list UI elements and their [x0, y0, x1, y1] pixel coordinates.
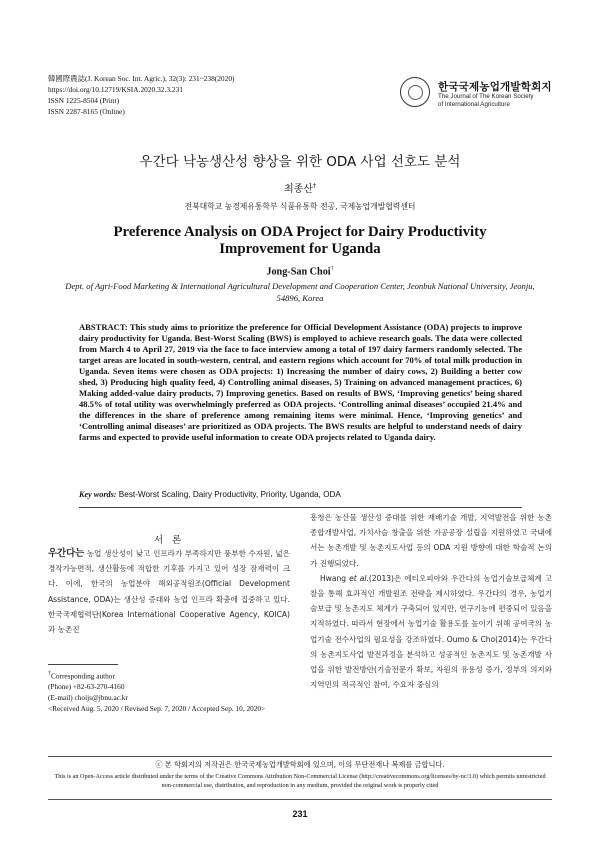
license-notice: [48, 756, 552, 800]
copyright-ko: ⓒ 본 학회지의 저작권은 한국국제농업개발학회에 있으며, 이의 무단전재나 복제를 금합니다.: [155, 760, 445, 769]
footnote-divider: [48, 664, 118, 665]
abstract: [79, 322, 522, 442]
society-logo: [400, 77, 560, 107]
english-title: Preference Analysis on ODA Project for Dairy Productivity Improvement for Uganda: [113, 224, 487, 257]
society-emblem-icon: [400, 77, 430, 107]
english-affiliation: Dept. of Agri-Food Marketing & International Agricultural Development and Cooperation Center, Jeonbuk National University, Jeonju, 54896, Korea: [65, 281, 535, 303]
lead-word: 우간다는: [48, 548, 85, 559]
society-name-ko: 한국국제농업개발학회지: [438, 81, 552, 93]
korean-affiliation: 전북대학교 농경제유통학부 식품유통학 전공, 국제농업개발협력센터: [184, 202, 416, 211]
paragraph: 흥청은 농산물 생산성 증대를 위한 재배기술 개발, 지역발전을 위한 농촌종합개발사업, 가치사슬 창출을 위한 가공공장 설립을 지원하였고 국내에서는 농촌개발 및 농촌지도사업 등의 ODA 지원 방향에 대한 학술적 논의가 진행되었다.: [310, 513, 552, 568]
doi-link[interactable]: https://doi.org/10.12719/KSIA.2020.32.3.231: [48, 85, 183, 94]
abstract-text: This study aims to prioritize the preference for Official Development Assistance (ODA) projects to improve dairy productivity for Uganda. Best-Worst Scaling (BWS) is employed to achieve research goals. The data were collected from March 4 to April 27, 2019 via the face to face interview among a total of 197 dairy farmers randomly selected. The target areas are located in south-western, central, and eastern regions which account for 70% of total milk production in Uganda. Seven items were chosen as ODA projects: 1) Increasing the number of dairy cows, 2) Building a better cow shed, 3) Producing high quality feed, 4) Controlling animal diseases, 5) Training on advanced management practices, 6) Making added-value dairy products, 7) Improving genetics. Based on results of BWS, ‘Improving genetics’ being shared 48.5% of total utility was overwhelmingly preferred as ODA projects. ‘Controlling animal diseases’ occupied 21.4% and the differences in the share of preference among remaining items were minimal. Hence, ‘Improving genetics’ and ‘Controlling animal diseases’ are prioritized as ODA projects. The BWS results are helpful to understand needs of dairy farms and expected to provide useful information to create ODA projects related to Uganda dairy.: [79, 322, 522, 442]
right-column-text: [310, 510, 552, 692]
korean-title: 우간다 낙농생산성 향상을 위한 ODA 사업 선호도 분석: [139, 154, 461, 170]
left-column-text: 우간다는 농업 생산성이 낮고 인프라가 부족하지만 풍부한 수자원, 넓은 경작가능면적, 생산활동에 적합한 기후를 가지고 있어 성장 잠재력이 크다. 이에, 한국의 농업분야 해외공적원조(Official Development Assistance, ODA)는 생산성 증대와 농업 인프라 확충에 집중하고 있다. 한국국제협력단(Korea International Cooperative Agency, KOICA)과 농촌진: [48, 548, 290, 635]
abstract-label: ABSTRACT:: [79, 322, 128, 332]
english-author: Jong-San Choi†: [266, 266, 334, 278]
keywords: [79, 490, 522, 499]
journal-header: [48, 73, 234, 117]
keywords-label: Key words:: [79, 490, 117, 499]
page-number: 231: [292, 809, 308, 819]
license-en: This is an Open-Access article distributed under the terms of the Creative Commons Attribution Non-Commercial License (http://creativecommons.org/licenses/by-nc/3.0) which permits unrestricted non-commercial use, distribution, and reproduction in any medium, provided the original work is properly cited: [54, 773, 546, 789]
issn-online: ISSN 2287-8165 (Online): [48, 107, 125, 116]
paragraph: Hwang et al.(2013)은 에티오피아와 우간다의 농업기술보급체계 고찰을 통해 효과적인 개발원조 전략을 제시하였다. 우간다의 경우, 농업기술보급 및 농촌지도 체계가 구축되어 있지만, 연구기능에 편중되어 있음을 지적하였다. 따라서 현장에서 농업기술 활용도를 높이기 위해 공여국의 농업기술 전수사업의 필요성을 강조하였다. Oumo & Cho(2014)는 우간다의 농촌지도사업 발전과정을 분석하고 성공적인 농촌지도 및 농촌개발 사업을 위한 발전방안(기술전문가 확보, 자원의 유용성 증가, 정부의 의지와 지역민의 적극적인 참여, 수요자 중심의: [310, 573, 553, 690]
keywords-divider: [79, 507, 522, 508]
keywords-text: Best-Worst Scaling, Dairy Productivity, Priority, Uganda, ODA: [116, 490, 341, 499]
korean-author: 최종산†: [284, 182, 316, 195]
footnote: †Corresponding author (Phone) +82-63-270-4160 (E-mail) choijs@jbnu.ac.kr <Received Aug. 5, 2020 / Revised Sep. 7, 2020 / Accepted Sep. 10, 2020>: [48, 671, 266, 714]
society-name-en: The Journal of The Korean Society of International Agriculture: [438, 93, 534, 108]
issn-print: ISSN 1225-8504 (Print): [48, 96, 120, 105]
section-heading-introduction: 서 론: [153, 535, 185, 546]
journal-citation: 韓國際農誌(J. Korean Soc. Int. Agric.), 32(3): 231~238(2020): [48, 74, 235, 83]
